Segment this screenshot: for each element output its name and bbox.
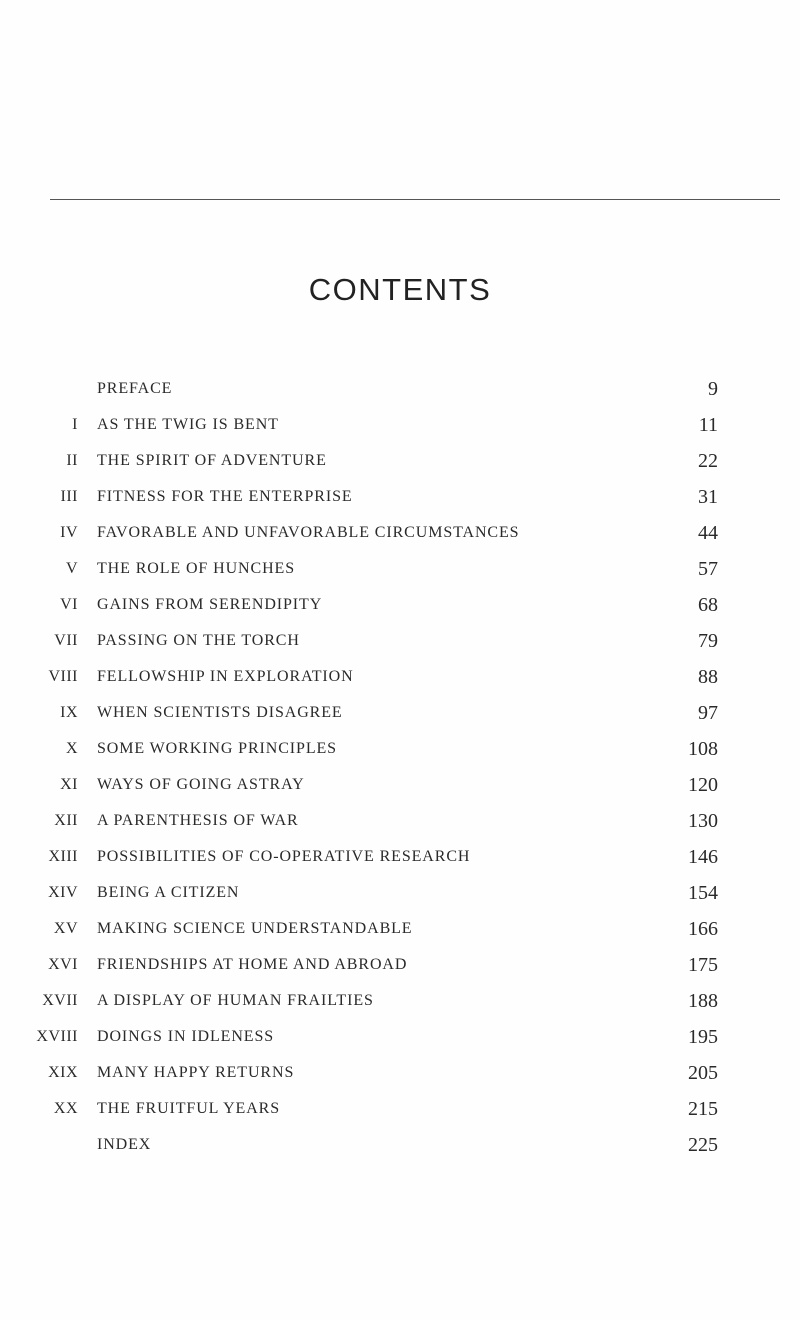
page-number: 225 bbox=[688, 1134, 718, 1156]
toc-entry bbox=[0, 380, 800, 410]
chapter-title: FRIENDSHIPS AT HOME AND ABROAD bbox=[97, 956, 408, 973]
chapter-title: WAYS OF GOING ASTRAY bbox=[97, 776, 305, 793]
toc-entry bbox=[0, 1064, 800, 1094]
chapter-title: AS THE TWIG IS BENT bbox=[97, 416, 279, 433]
chapter-number: XVIII bbox=[36, 1028, 78, 1045]
page-number: 215 bbox=[688, 1098, 718, 1120]
page-number: 88 bbox=[698, 666, 718, 688]
chapter-number: XVI bbox=[48, 956, 78, 973]
chapter-title: THE FRUITFUL YEARS bbox=[97, 1100, 281, 1117]
toc-entry bbox=[0, 992, 800, 1022]
chapter-number: IV bbox=[60, 524, 78, 541]
page-number: 146 bbox=[688, 846, 718, 868]
chapter-title: THE SPIRIT OF ADVENTURE bbox=[97, 452, 327, 469]
chapter-number: XV bbox=[53, 920, 78, 937]
toc-entry bbox=[0, 1100, 800, 1130]
chapter-title: PREFACE bbox=[97, 380, 173, 397]
chapter-number: I bbox=[72, 416, 78, 433]
chapter-title: DOINGS IN IDLENESS bbox=[97, 1028, 275, 1045]
chapter-number: XIII bbox=[48, 848, 78, 865]
toc-entry bbox=[0, 416, 800, 446]
page-number: 195 bbox=[688, 1026, 718, 1048]
chapter-title: GAINS FROM SERENDIPITY bbox=[97, 596, 323, 613]
chapter-number: II bbox=[66, 452, 78, 469]
toc-entry bbox=[0, 740, 800, 770]
toc-entry bbox=[0, 704, 800, 734]
toc-entry bbox=[0, 632, 800, 662]
toc-entry bbox=[0, 956, 800, 986]
chapter-number: XIV bbox=[48, 884, 78, 901]
chapter-number: VII bbox=[54, 632, 78, 649]
chapter-title: THE ROLE OF HUNCHES bbox=[97, 560, 295, 577]
chapter-title: POSSIBILITIES OF CO-OPERATIVE RESEARCH bbox=[97, 848, 471, 865]
chapter-title: FAVORABLE AND UNFAVORABLE CIRCUMSTANCES bbox=[97, 524, 520, 541]
page-number: 175 bbox=[688, 954, 718, 976]
chapter-title: BEING A CITIZEN bbox=[97, 884, 240, 901]
chapter-title: INDEX bbox=[97, 1136, 152, 1153]
chapter-title: A DISPLAY OF HUMAN FRAILTIES bbox=[97, 992, 374, 1009]
chapter-number: XVII bbox=[42, 992, 78, 1009]
page-number: 97 bbox=[698, 702, 718, 724]
page-number: 130 bbox=[688, 810, 718, 832]
chapter-title: MAKING SCIENCE UNDERSTANDABLE bbox=[97, 920, 413, 937]
chapter-number: VIII bbox=[48, 668, 78, 685]
toc-entry bbox=[0, 848, 800, 878]
page-number: 120 bbox=[688, 774, 718, 796]
toc-entry bbox=[0, 596, 800, 626]
chapter-number: XX bbox=[53, 1100, 78, 1117]
chapter-number: X bbox=[65, 740, 78, 757]
toc-entry bbox=[0, 1136, 800, 1166]
toc-entry bbox=[0, 812, 800, 842]
chapter-number: XI bbox=[60, 776, 78, 793]
top-rule bbox=[50, 199, 780, 200]
chapter-title: MANY HAPPY RETURNS bbox=[97, 1064, 295, 1081]
chapter-title: SOME WORKING PRINCIPLES bbox=[97, 740, 337, 757]
chapter-number: VI bbox=[60, 596, 78, 613]
chapter-number: V bbox=[65, 560, 78, 577]
page-number: 154 bbox=[688, 882, 718, 904]
chapter-title: FITNESS FOR THE ENTERPRISE bbox=[97, 488, 353, 505]
page-number: 79 bbox=[698, 630, 718, 652]
page-number: 68 bbox=[698, 594, 718, 616]
toc-entry bbox=[0, 1028, 800, 1058]
chapter-title: FELLOWSHIP IN EXPLORATION bbox=[97, 668, 354, 685]
chapter-title: WHEN SCIENTISTS DISAGREE bbox=[97, 704, 343, 721]
toc-entry bbox=[0, 560, 800, 590]
chapter-number: XII bbox=[54, 812, 78, 829]
page-number: 9 bbox=[708, 378, 718, 400]
toc-entry bbox=[0, 668, 800, 698]
page-number: 22 bbox=[698, 450, 718, 472]
toc-entry bbox=[0, 920, 800, 950]
page-number: 57 bbox=[698, 558, 718, 580]
toc-entry bbox=[0, 776, 800, 806]
chapter-number: IX bbox=[60, 704, 78, 721]
page-title: CONTENTS bbox=[308, 272, 492, 307]
page-number: 11 bbox=[698, 414, 718, 436]
chapter-title: A PARENTHESIS OF WAR bbox=[97, 812, 299, 829]
toc-entry bbox=[0, 524, 800, 554]
chapter-number: XIX bbox=[48, 1064, 78, 1081]
page-number: 31 bbox=[698, 486, 718, 508]
page-number: 44 bbox=[698, 522, 718, 544]
page-number: 108 bbox=[688, 738, 718, 760]
toc-entry bbox=[0, 884, 800, 914]
chapter-number: III bbox=[60, 488, 78, 505]
toc-entry bbox=[0, 488, 800, 518]
page-number: 166 bbox=[688, 918, 718, 940]
page-number: 188 bbox=[688, 990, 718, 1012]
chapter-title: PASSING ON THE TORCH bbox=[97, 632, 300, 649]
page-number: 205 bbox=[688, 1062, 718, 1084]
toc-entry bbox=[0, 452, 800, 482]
